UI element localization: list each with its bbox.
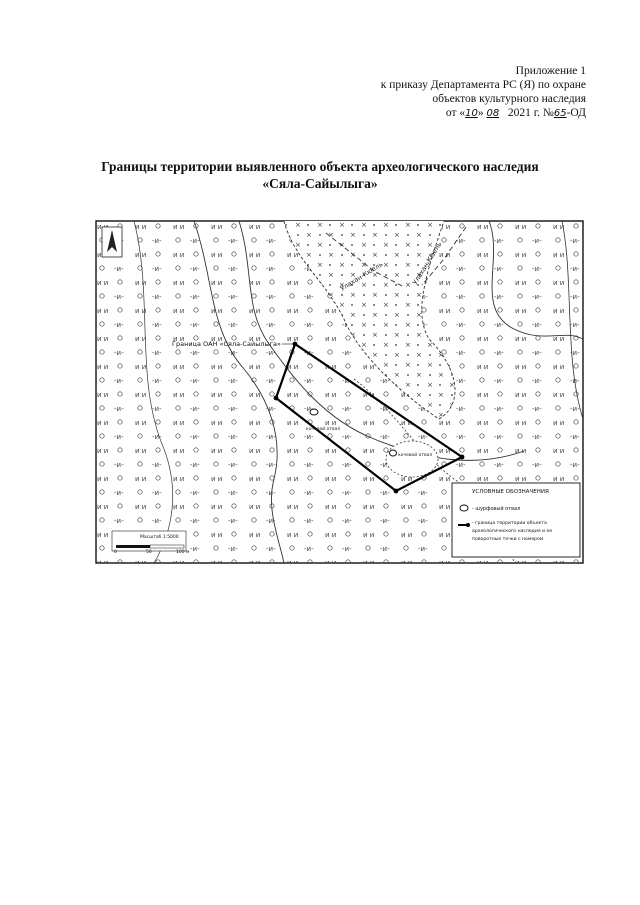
- map-svg: [94, 219, 585, 565]
- annex-line-3: объектов культурного наследия: [432, 93, 586, 105]
- date-day: 10: [465, 108, 478, 119]
- annex-line-2: к приказу Департамента РС (Я) по охране: [380, 79, 586, 91]
- document-title: [0, 158, 640, 192]
- scale-label-50: 50: [146, 550, 152, 555]
- pit-label-1: кочевой отвал: [306, 427, 341, 432]
- title-line-2: «Сяла-Сайылыга»: [262, 176, 378, 191]
- legend-item-2-line-3: поворотные точки с номером: [472, 537, 544, 542]
- scale-label-100: 100 м: [176, 550, 190, 555]
- date-mid: »: [477, 107, 484, 119]
- legend-title: УСЛОВНЫЕ ОБОЗНАЧЕНИЯ: [472, 489, 549, 495]
- boundary-label: Граница ОАН «Сяла-Сайылыга»: [172, 340, 281, 348]
- annex-date-line: [381, 106, 586, 121]
- order-number: 65: [553, 108, 567, 119]
- legend-item-2-line-2: археологического наследия и ее: [472, 529, 553, 534]
- scale-title: Масштаб 1:5000: [140, 535, 179, 540]
- legend-item-1: - шурфовый отвал: [472, 506, 521, 512]
- north-arrow: [102, 227, 122, 257]
- annex-line-1: Приложение 1: [515, 65, 586, 77]
- legend-item-2-line-1: - граница территории объекта: [472, 521, 547, 526]
- annex-block: [381, 64, 586, 121]
- date-year: 2021 г. №: [507, 107, 554, 119]
- date-month: 08: [486, 108, 500, 119]
- road-label-2: Улахан-Кюель: [410, 240, 444, 287]
- road-label-1: Улахан-Кюель: [338, 260, 385, 293]
- map-figure: [94, 219, 585, 565]
- date-prefix: от «: [445, 107, 466, 119]
- legend: [452, 483, 580, 557]
- title-line-1: Границы территории выявленного объекта археологического наследия: [101, 159, 539, 174]
- order-suffix: -ОД: [566, 107, 586, 119]
- pit-label-2: кочевой отвал: [398, 453, 433, 458]
- scale-label-0: 0: [114, 550, 117, 555]
